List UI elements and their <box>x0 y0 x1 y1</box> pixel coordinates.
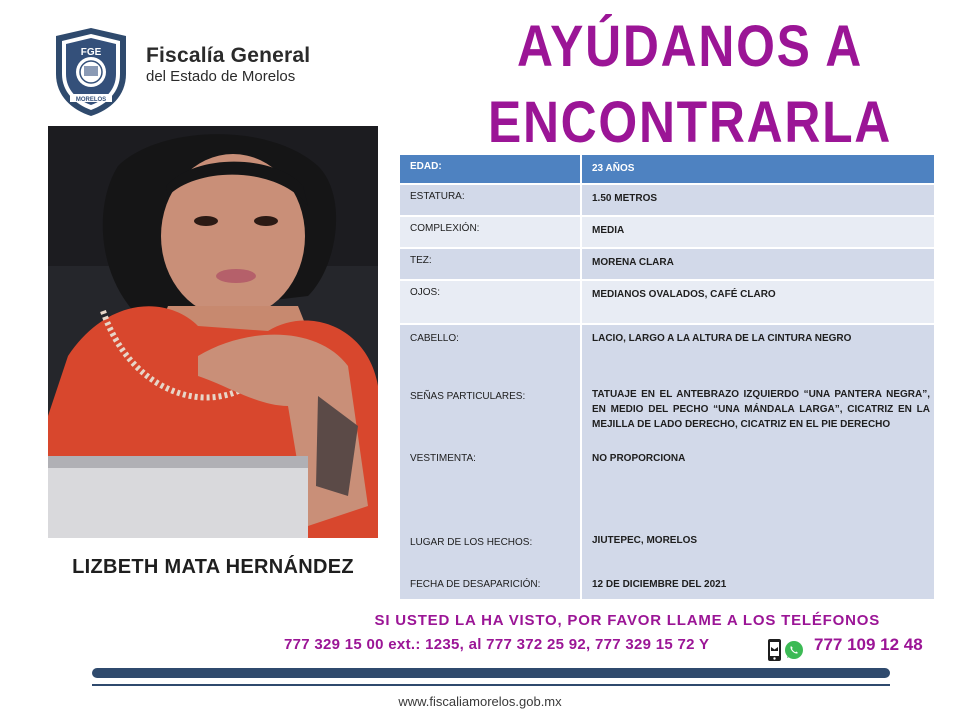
marks-label: SEÑAS PARTICULARES: <box>410 391 526 402</box>
date-value: 12 DE DICIEMBRE DEL 2021 <box>592 579 727 590</box>
footer-bar <box>92 668 890 678</box>
row-value: MEDIANOS OVALADOS, CAFÉ CLARO <box>592 289 776 300</box>
whatsapp-icon <box>784 640 804 660</box>
org-subtitle: del Estado de Morelos <box>146 68 296 85</box>
row-label: OJOS: <box>400 281 582 323</box>
date-label: FECHA DE DESAPARICIÓN: <box>410 579 541 590</box>
website-link[interactable]: www.fiscaliamorelos.gob.mx <box>398 694 562 709</box>
table-row <box>400 217 934 249</box>
row-label: ESTATURA: <box>400 185 582 215</box>
row-value: MORENA CLARA <box>592 257 674 268</box>
logo-text: FGE <box>80 47 102 58</box>
table-row <box>400 185 934 217</box>
missing-person-photo <box>48 126 378 538</box>
row-label: TEZ: <box>400 249 582 279</box>
table-row <box>400 249 934 281</box>
table-row <box>400 281 934 325</box>
headline-line-1: AYÚDANOS A <box>516 14 864 79</box>
headline-line-2: ENCONTRARLA <box>487 90 893 155</box>
contact-heading: SI USTED LA HA VISTO, POR FAVOR LLAME A LOS TELÉFONOS <box>374 612 880 629</box>
row-value: 1.50 METROS <box>592 193 658 204</box>
marks-value: TATUAJE EN EL ANTEBRAZO IZQUIERDO “UNA PANTERA NEGRA”, EN MEDIO DEL PECHO “UNA MÁNDALA LARGA”, CICATRIZ EN LA MEJILLA DE LADO DERECHO, CICATRIZ EN EL PIE DERECHO <box>592 389 930 430</box>
table-row <box>400 155 934 185</box>
row-value: MEDIA <box>592 225 625 236</box>
contact-phones: 777 329 15 00 ext.: 1235, al 777 372 25 92, 777 329 15 72 Y <box>284 636 710 653</box>
details-block <box>400 325 934 599</box>
hair-value: LACIO, LARGO A LA ALTURA DE LA CINTURA NEGRO <box>592 333 852 344</box>
row-label: EDAD: <box>400 155 582 183</box>
clothing-label: VESTIMENTA: <box>410 453 476 464</box>
row-value: 23 AÑOS <box>592 163 635 174</box>
clothing-value: NO PROPORCIONA <box>592 453 686 464</box>
mobile-phone-icon <box>766 638 784 662</box>
info-table <box>400 155 934 325</box>
place-label: LUGAR DE LOS HECHOS: <box>410 537 533 548</box>
person-name: LIZBETH MATA HERNÁNDEZ <box>72 556 354 578</box>
contact-whatsapp-number: 777 109 12 48 <box>814 635 923 654</box>
row-label: COMPLEXIÓN: <box>400 217 582 247</box>
footer-rule <box>92 684 890 686</box>
fge-shield-logo-icon <box>52 26 130 118</box>
org-name: Fiscalía General <box>146 44 311 67</box>
logo-bottom-text: MORELOS <box>75 97 107 103</box>
place-value: JIUTEPEC, MORELOS <box>592 535 698 546</box>
hair-label: CABELLO: <box>410 333 459 344</box>
